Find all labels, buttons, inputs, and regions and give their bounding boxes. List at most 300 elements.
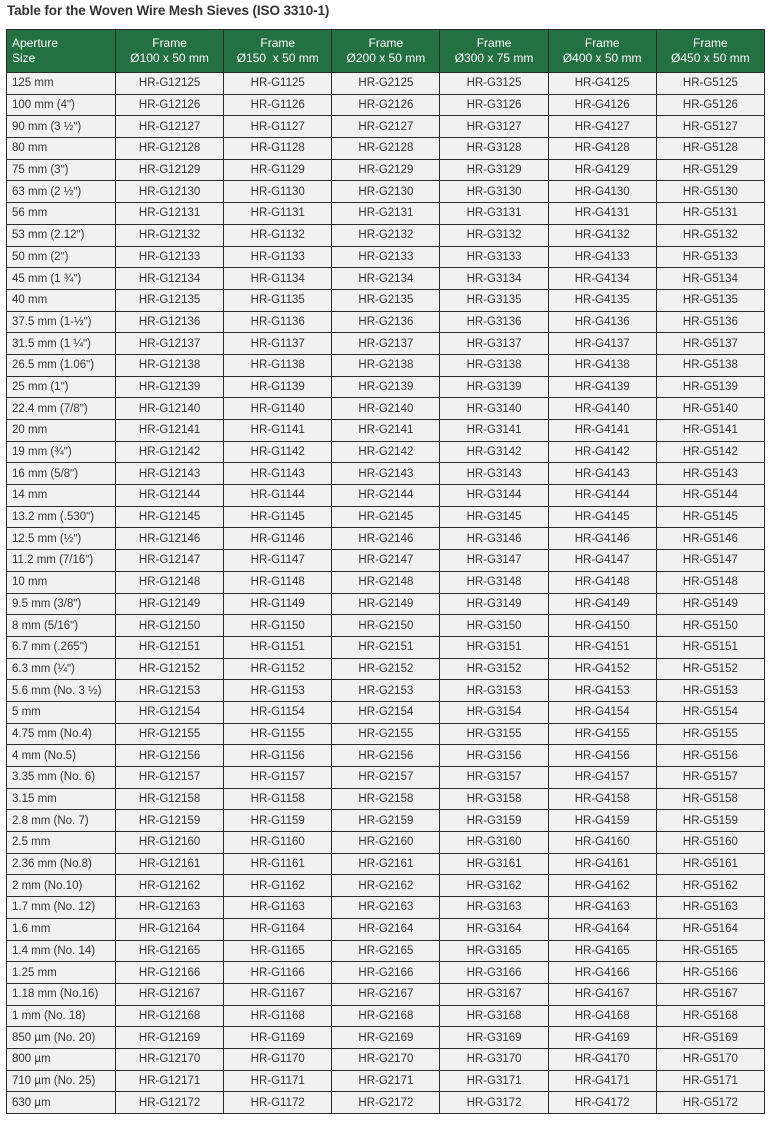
part-number-cell: HR-G1135 [224, 289, 332, 311]
part-number-cell: HR-G3137 [440, 333, 548, 355]
part-number-cell: HR-G2143 [332, 463, 440, 485]
table-row [7, 918, 765, 940]
part-number-cell: HR-G4161 [548, 853, 656, 875]
aperture-size-cell: 14 mm [7, 485, 116, 507]
part-number-cell: HR-G2126 [332, 94, 440, 116]
part-number-cell: HR-G2161 [332, 853, 440, 875]
part-number-cell: HR-G1126 [224, 94, 332, 116]
part-number-cell: HR-G5163 [656, 897, 764, 919]
part-number-cell: HR-G12148 [116, 571, 224, 593]
part-number-cell: HR-G3164 [440, 918, 548, 940]
aperture-size-cell: 12.5 mm (½ʺ) [7, 528, 116, 550]
part-number-cell: HR-G3149 [440, 593, 548, 615]
aperture-size-cell: 37.5 mm (1-½ʺ) [7, 311, 116, 333]
table-row [7, 1048, 765, 1070]
part-number-cell: HR-G5148 [656, 571, 764, 593]
part-number-cell: HR-G1128 [224, 138, 332, 160]
part-number-cell: HR-G5140 [656, 398, 764, 420]
aperture-size-cell: 45 mm (1 ¾ʺ) [7, 268, 116, 290]
part-number-cell: HR-G4148 [548, 571, 656, 593]
aperture-size-cell: 16 mm (5/8ʺ) [7, 463, 116, 485]
part-number-cell: HR-G5130 [656, 181, 764, 203]
header-frame-2 [224, 30, 332, 73]
part-number-cell: HR-G12145 [116, 506, 224, 528]
table-row [7, 853, 765, 875]
aperture-size-cell: 6.7 mm (.265ʺ) [7, 636, 116, 658]
part-number-cell: HR-G1133 [224, 246, 332, 268]
aperture-size-cell: 850 µm (No. 20) [7, 1027, 116, 1049]
part-number-cell: HR-G12151 [116, 636, 224, 658]
part-number-cell: HR-G5170 [656, 1048, 764, 1070]
part-number-cell: HR-G12155 [116, 723, 224, 745]
part-number-cell: HR-G4128 [548, 138, 656, 160]
part-number-cell: HR-G12137 [116, 333, 224, 355]
part-number-cell: HR-G1168 [224, 1005, 332, 1027]
header-line1: Frame [693, 36, 728, 50]
header-line1: Aperture [12, 36, 59, 50]
table-row [7, 116, 765, 138]
part-number-cell: HR-G5151 [656, 636, 764, 658]
part-number-cell: HR-G12130 [116, 181, 224, 203]
part-number-cell: HR-G3136 [440, 311, 548, 333]
aperture-size-cell: 9.5 mm (3/8ʺ) [7, 593, 116, 615]
part-number-cell: HR-G2171 [332, 1070, 440, 1092]
part-number-cell: HR-G2125 [332, 73, 440, 95]
part-number-cell: HR-G2172 [332, 1092, 440, 1114]
part-number-cell: HR-G3157 [440, 767, 548, 789]
part-number-cell: HR-G3144 [440, 485, 548, 507]
part-number-cell: HR-G4132 [548, 224, 656, 246]
part-number-cell: HR-G1148 [224, 571, 332, 593]
part-number-cell: HR-G12160 [116, 832, 224, 854]
part-number-cell: HR-G12172 [116, 1092, 224, 1114]
part-number-cell: HR-G5160 [656, 832, 764, 854]
part-number-cell: HR-G5142 [656, 441, 764, 463]
part-number-cell: HR-G4162 [548, 875, 656, 897]
part-number-cell: HR-G3158 [440, 788, 548, 810]
table-row [7, 181, 765, 203]
part-number-cell: HR-G3139 [440, 376, 548, 398]
part-number-cell: HR-G1162 [224, 875, 332, 897]
aperture-size-cell: 125 mm [7, 73, 116, 95]
header-frame-1 [116, 30, 224, 73]
part-number-cell: HR-G3154 [440, 701, 548, 723]
part-number-cell: HR-G2134 [332, 268, 440, 290]
part-number-cell: HR-G12165 [116, 940, 224, 962]
part-number-cell: HR-G12144 [116, 485, 224, 507]
part-number-cell: HR-G5152 [656, 658, 764, 680]
part-number-cell: HR-G1155 [224, 723, 332, 745]
table-header-row [7, 30, 765, 73]
part-number-cell: HR-G1150 [224, 615, 332, 637]
table-row [7, 398, 765, 420]
part-number-cell: HR-G2145 [332, 506, 440, 528]
aperture-size-cell: 53 mm (2.12ʺ) [7, 224, 116, 246]
part-number-cell: HR-G12150 [116, 615, 224, 637]
part-number-cell: HR-G2153 [332, 680, 440, 702]
part-number-cell: HR-G5144 [656, 485, 764, 507]
aperture-size-cell: 5.6 mm (No. 3 ½) [7, 680, 116, 702]
header-line2: Ø150 x 50 mm [236, 51, 319, 65]
table-row [7, 376, 765, 398]
part-number-cell: HR-G12161 [116, 853, 224, 875]
part-number-cell: HR-G2150 [332, 615, 440, 637]
part-number-cell: HR-G2139 [332, 376, 440, 398]
part-number-cell: HR-G5164 [656, 918, 764, 940]
part-number-cell: HR-G1127 [224, 116, 332, 138]
aperture-size-cell: 63 mm (2 ½ʺ) [7, 181, 116, 203]
table-row [7, 441, 765, 463]
table-row [7, 268, 765, 290]
aperture-size-cell: 56 mm [7, 203, 116, 225]
header-line1: Frame [476, 36, 512, 50]
part-number-cell: HR-G2128 [332, 138, 440, 160]
aperture-size-cell: 50 mm (2ʺ) [7, 246, 116, 268]
part-number-cell: HR-G2148 [332, 571, 440, 593]
part-number-cell: HR-G12129 [116, 159, 224, 181]
header-frame-5 [548, 30, 656, 73]
part-number-cell: HR-G1163 [224, 897, 332, 919]
part-number-cell: HR-G1165 [224, 940, 332, 962]
part-number-cell: HR-G12141 [116, 420, 224, 442]
part-number-cell: HR-G5129 [656, 159, 764, 181]
part-number-cell: HR-G2162 [332, 875, 440, 897]
header-line1: Frame [368, 36, 404, 50]
part-number-cell: HR-G5137 [656, 333, 764, 355]
part-number-cell: HR-G12166 [116, 962, 224, 984]
part-number-cell: HR-G4147 [548, 550, 656, 572]
table-row [7, 962, 765, 984]
table-row [7, 506, 765, 528]
part-number-cell: HR-G12149 [116, 593, 224, 615]
table-row [7, 897, 765, 919]
part-number-cell: HR-G2155 [332, 723, 440, 745]
part-number-cell: HR-G1134 [224, 268, 332, 290]
part-number-cell: HR-G4149 [548, 593, 656, 615]
part-number-cell: HR-G12128 [116, 138, 224, 160]
part-number-cell: HR-G4135 [548, 289, 656, 311]
part-number-cell: HR-G1130 [224, 181, 332, 203]
part-number-cell: HR-G12159 [116, 810, 224, 832]
aperture-size-cell: 19 mm (¾ʺ) [7, 441, 116, 463]
part-number-cell: HR-G4130 [548, 181, 656, 203]
part-number-cell: HR-G2163 [332, 897, 440, 919]
part-number-cell: HR-G5172 [656, 1092, 764, 1114]
aperture-size-cell: 1.6 mm [7, 918, 116, 940]
part-number-cell: HR-G12167 [116, 983, 224, 1005]
part-number-cell: HR-G4156 [548, 745, 656, 767]
part-number-cell: HR-G4160 [548, 832, 656, 854]
aperture-size-cell: 90 mm (3 ½ʺ) [7, 116, 116, 138]
table-row [7, 636, 765, 658]
part-number-cell: HR-G3140 [440, 398, 548, 420]
part-number-cell: HR-G3145 [440, 506, 548, 528]
part-number-cell: HR-G2166 [332, 962, 440, 984]
part-number-cell: HR-G12131 [116, 203, 224, 225]
part-number-cell: HR-G1144 [224, 485, 332, 507]
part-number-cell: HR-G5154 [656, 701, 764, 723]
table-row [7, 767, 765, 789]
part-number-cell: HR-G12147 [116, 550, 224, 572]
aperture-size-cell: 3.15 mm [7, 788, 116, 810]
part-number-cell: HR-G4157 [548, 767, 656, 789]
aperture-size-cell: 11.2 mm (7/16ʺ) [7, 550, 116, 572]
part-number-cell: HR-G12132 [116, 224, 224, 246]
header-frame-4 [440, 30, 548, 73]
part-number-cell: HR-G1149 [224, 593, 332, 615]
part-number-cell: HR-G5158 [656, 788, 764, 810]
part-number-cell: HR-G12136 [116, 311, 224, 333]
part-number-cell: HR-G5138 [656, 354, 764, 376]
part-number-cell: HR-G3128 [440, 138, 548, 160]
table-row [7, 73, 765, 95]
part-number-cell: HR-G5132 [656, 224, 764, 246]
part-number-cell: HR-G2152 [332, 658, 440, 680]
part-number-cell: HR-G4139 [548, 376, 656, 398]
aperture-size-cell: 80 mm [7, 138, 116, 160]
part-number-cell: HR-G5146 [656, 528, 764, 550]
part-number-cell: HR-G2147 [332, 550, 440, 572]
part-number-cell: HR-G5139 [656, 376, 764, 398]
aperture-size-cell: 2.36 mm (No.8) [7, 853, 116, 875]
part-number-cell: HR-G4144 [548, 485, 656, 507]
part-number-cell: HR-G1132 [224, 224, 332, 246]
table-row [7, 311, 765, 333]
sieve-table [6, 29, 765, 1114]
table-row [7, 940, 765, 962]
header-line2: Ø100 x 50 mm [130, 51, 209, 65]
table-row [7, 246, 765, 268]
table-row [7, 571, 765, 593]
part-number-cell: HR-G12170 [116, 1048, 224, 1070]
part-number-cell: HR-G3161 [440, 853, 548, 875]
part-number-cell: HR-G3130 [440, 181, 548, 203]
part-number-cell: HR-G4159 [548, 810, 656, 832]
table-row [7, 983, 765, 1005]
part-number-cell: HR-G4138 [548, 354, 656, 376]
table-row [7, 485, 765, 507]
table-row [7, 550, 765, 572]
part-number-cell: HR-G12133 [116, 246, 224, 268]
part-number-cell: HR-G12143 [116, 463, 224, 485]
aperture-size-cell: 75 mm (3ʺ) [7, 159, 116, 181]
part-number-cell: HR-G12125 [116, 73, 224, 95]
part-number-cell: HR-G5136 [656, 311, 764, 333]
part-number-cell: HR-G5133 [656, 246, 764, 268]
part-number-cell: HR-G1140 [224, 398, 332, 420]
part-number-cell: HR-G12168 [116, 1005, 224, 1027]
part-number-cell: HR-G1125 [224, 73, 332, 95]
part-number-cell: HR-G12135 [116, 289, 224, 311]
table-row [7, 1070, 765, 1092]
part-number-cell: HR-G2141 [332, 420, 440, 442]
header-line2: Ø200 x 50 mm [346, 51, 426, 65]
part-number-cell: HR-G12152 [116, 658, 224, 680]
part-number-cell: HR-G12142 [116, 441, 224, 463]
part-number-cell: HR-G4152 [548, 658, 656, 680]
aperture-size-cell: 26.5 mm (1.06ʺ) [7, 354, 116, 376]
part-number-cell: HR-G3148 [440, 571, 548, 593]
part-number-cell: HR-G4126 [548, 94, 656, 116]
table-row [7, 615, 765, 637]
aperture-size-cell: 2 mm (No.10) [7, 875, 116, 897]
part-number-cell: HR-G5150 [656, 615, 764, 637]
header-frame-6 [656, 30, 764, 73]
part-number-cell: HR-G3125 [440, 73, 548, 95]
part-number-cell: HR-G1142 [224, 441, 332, 463]
aperture-size-cell: 3.35 mm (No. 6) [7, 767, 116, 789]
part-number-cell: HR-G4151 [548, 636, 656, 658]
part-number-cell: HR-G12162 [116, 875, 224, 897]
part-number-cell: HR-G4167 [548, 983, 656, 1005]
part-number-cell: HR-G1170 [224, 1048, 332, 1070]
part-number-cell: HR-G5131 [656, 203, 764, 225]
part-number-cell: HR-G12169 [116, 1027, 224, 1049]
part-number-cell: HR-G12138 [116, 354, 224, 376]
table-row [7, 224, 765, 246]
part-number-cell: HR-G4143 [548, 463, 656, 485]
table-row [7, 354, 765, 376]
part-number-cell: HR-G4170 [548, 1048, 656, 1070]
part-number-cell: HR-G5141 [656, 420, 764, 442]
part-number-cell: HR-G4140 [548, 398, 656, 420]
aperture-size-cell: 5 mm [7, 701, 116, 723]
table-row [7, 1092, 765, 1114]
part-number-cell: HR-G2146 [332, 528, 440, 550]
table-row [7, 745, 765, 767]
part-number-cell: HR-G4127 [548, 116, 656, 138]
part-number-cell: HR-G5168 [656, 1005, 764, 1027]
part-number-cell: HR-G4158 [548, 788, 656, 810]
part-number-cell: HR-G1172 [224, 1092, 332, 1114]
part-number-cell: HR-G2151 [332, 636, 440, 658]
part-number-cell: HR-G1171 [224, 1070, 332, 1092]
part-number-cell: HR-G4129 [548, 159, 656, 181]
aperture-size-cell: 630 µm [7, 1092, 116, 1114]
aperture-size-cell: 2.8 mm (No. 7) [7, 810, 116, 832]
part-number-cell: HR-G3160 [440, 832, 548, 854]
part-number-cell: HR-G4153 [548, 680, 656, 702]
header-frame-3 [332, 30, 440, 73]
part-number-cell: HR-G3151 [440, 636, 548, 658]
aperture-size-cell: 6.3 mm (¼ʺ) [7, 658, 116, 680]
part-number-cell: HR-G4155 [548, 723, 656, 745]
aperture-size-cell: 1.25 mm [7, 962, 116, 984]
part-number-cell: HR-G4150 [548, 615, 656, 637]
part-number-cell: HR-G12153 [116, 680, 224, 702]
part-number-cell: HR-G2144 [332, 485, 440, 507]
part-number-cell: HR-G5161 [656, 853, 764, 875]
header-aperture-size [7, 30, 116, 73]
part-number-cell: HR-G1154 [224, 701, 332, 723]
aperture-size-cell: 1 mm (No. 18) [7, 1005, 116, 1027]
part-number-cell: HR-G2133 [332, 246, 440, 268]
part-number-cell: HR-G5128 [656, 138, 764, 160]
aperture-size-cell: 40 mm [7, 289, 116, 311]
table-row [7, 723, 765, 745]
part-number-cell: HR-G5135 [656, 289, 764, 311]
part-number-cell: HR-G2154 [332, 701, 440, 723]
part-number-cell: HR-G2169 [332, 1027, 440, 1049]
part-number-cell: HR-G1156 [224, 745, 332, 767]
part-number-cell: HR-G12140 [116, 398, 224, 420]
part-number-cell: HR-G4172 [548, 1092, 656, 1114]
table-row [7, 875, 765, 897]
table-row [7, 333, 765, 355]
part-number-cell: HR-G5171 [656, 1070, 764, 1092]
part-number-cell: HR-G1161 [224, 853, 332, 875]
part-number-cell: HR-G5155 [656, 723, 764, 745]
part-number-cell: HR-G12163 [116, 897, 224, 919]
part-number-cell: HR-G5147 [656, 550, 764, 572]
part-number-cell: HR-G2129 [332, 159, 440, 181]
aperture-size-cell: 2.5 mm [7, 832, 116, 854]
part-number-cell: HR-G1129 [224, 159, 332, 181]
part-number-cell: HR-G5166 [656, 962, 764, 984]
part-number-cell: HR-G3150 [440, 615, 548, 637]
part-number-cell: HR-G5157 [656, 767, 764, 789]
part-number-cell: HR-G2142 [332, 441, 440, 463]
part-number-cell: HR-G4137 [548, 333, 656, 355]
table-row [7, 832, 765, 854]
table-row [7, 1027, 765, 1049]
aperture-size-cell: 10 mm [7, 571, 116, 593]
aperture-size-cell: 20 mm [7, 420, 116, 442]
part-number-cell: HR-G4169 [548, 1027, 656, 1049]
part-number-cell: HR-G1167 [224, 983, 332, 1005]
part-number-cell: HR-G3152 [440, 658, 548, 680]
table-row [7, 203, 765, 225]
header-line2: Size [12, 51, 36, 65]
part-number-cell: HR-G3133 [440, 246, 548, 268]
aperture-size-cell: 13.2 mm (.530ʺ) [7, 506, 116, 528]
table-row [7, 289, 765, 311]
part-number-cell: HR-G2149 [332, 593, 440, 615]
table-row [7, 658, 765, 680]
part-number-cell: HR-G3153 [440, 680, 548, 702]
part-number-cell: HR-G3132 [440, 224, 548, 246]
part-number-cell: HR-G12126 [116, 94, 224, 116]
part-number-cell: HR-G5134 [656, 268, 764, 290]
table-row [7, 159, 765, 181]
part-number-cell: HR-G1153 [224, 680, 332, 702]
part-number-cell: HR-G3169 [440, 1027, 548, 1049]
part-number-cell: HR-G3159 [440, 810, 548, 832]
part-number-cell: HR-G4136 [548, 311, 656, 333]
part-number-cell: HR-G4131 [548, 203, 656, 225]
aperture-size-cell: 22.4 mm (7/8ʺ) [7, 398, 116, 420]
part-number-cell: HR-G4134 [548, 268, 656, 290]
table-row [7, 701, 765, 723]
part-number-cell: HR-G5125 [656, 73, 764, 95]
part-number-cell: HR-G12154 [116, 701, 224, 723]
table-body [7, 73, 765, 1114]
part-number-cell: HR-G3171 [440, 1070, 548, 1092]
part-number-cell: HR-G1145 [224, 506, 332, 528]
part-number-cell: HR-G1138 [224, 354, 332, 376]
part-number-cell: HR-G1151 [224, 636, 332, 658]
table-row [7, 463, 765, 485]
part-number-cell: HR-G4164 [548, 918, 656, 940]
part-number-cell: HR-G1147 [224, 550, 332, 572]
part-number-cell: HR-G3143 [440, 463, 548, 485]
part-number-cell: HR-G3163 [440, 897, 548, 919]
part-number-cell: HR-G4146 [548, 528, 656, 550]
aperture-size-cell: 31.5 mm (1 ¼ʺ) [7, 333, 116, 355]
part-number-cell: HR-G12146 [116, 528, 224, 550]
part-number-cell: HR-G5162 [656, 875, 764, 897]
part-number-cell: HR-G3168 [440, 1005, 548, 1027]
